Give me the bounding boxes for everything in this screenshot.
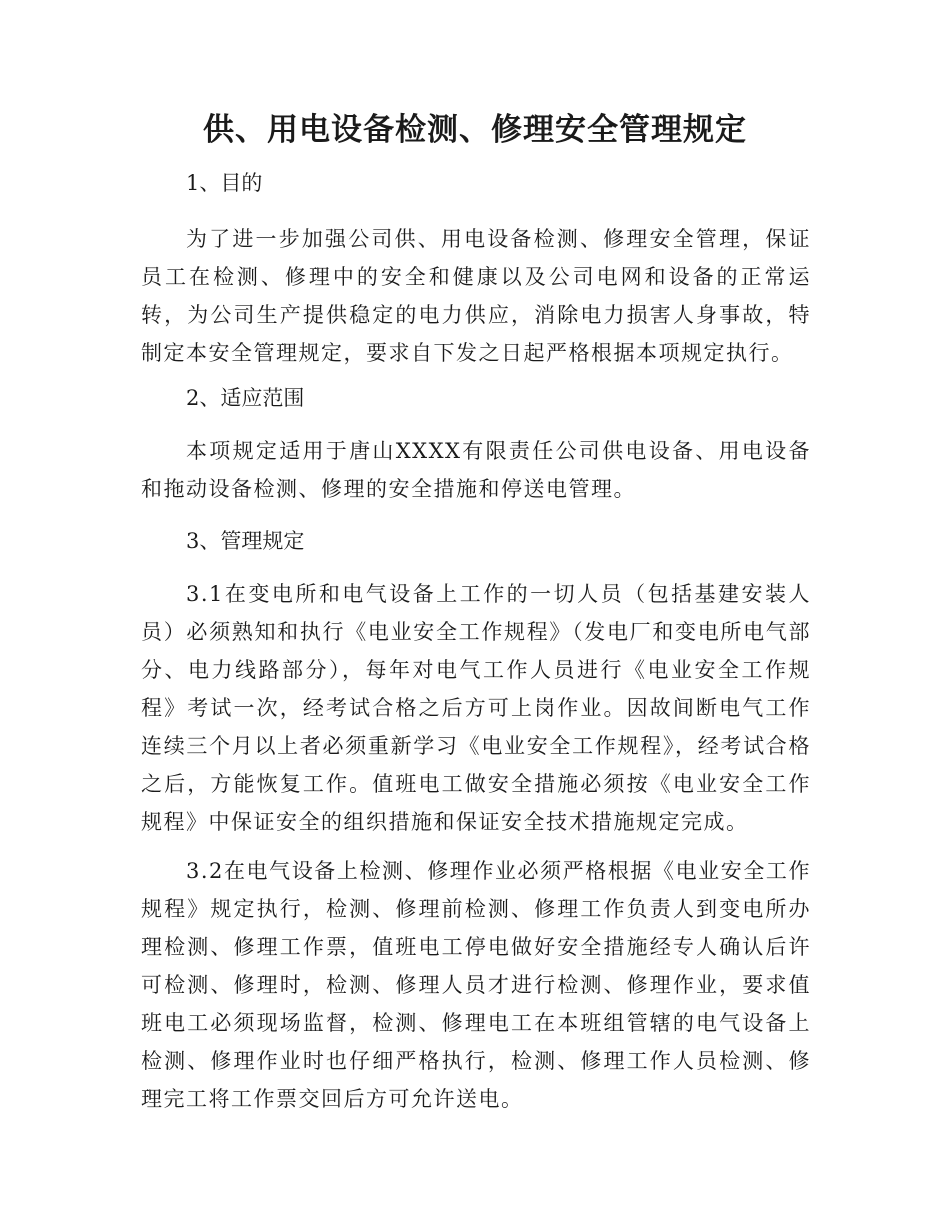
- section-heading-purpose: 1、目的: [186, 171, 263, 195]
- page-title: 供、用电设备检测、修理安全管理规定: [203, 112, 747, 148]
- paragraph-scope: 本项规定适用于唐山XXXX有限责任公司供电设备、用电设备和拖动设备检测、修理的安全措施和停送电管理。: [141, 439, 811, 501]
- paragraph-clause-3-2: 3.2在电气设备上检测、修理作业必须严格根据《电业安全工作规程》规定执行，检测、修理前检测、修理工作负责人到变电所办理检测、修理工作票，值班电工停电做好安全措施经专人确认后许可检测、修理时，检测、修理人员才进行检测、修理作业，要求值班电工必须现场监督，检测、修理电工在本班组管辖的电气设备上检测、修理作业时也仔细严格执行，检测、修理工作人员检测、修理完工将工作票交回后方可允许送电。: [141, 859, 811, 1111]
- section-heading-scope: 2、适应范围: [186, 386, 305, 410]
- section-heading-rules: 3、管理规定: [186, 529, 305, 553]
- paragraph-clause-3-1: 3.1在变电所和电气设备上工作的一切人员（包括基建安装人员）必须熟知和执行《电业安全工作规程》（发电厂和变电所电气部分、电力线路部分），每年对电气工作人员进行《电业安全工作规程》考试一次，经考试合格之后方可上岗作业。因故间断电气工作连续三个月以上者必须重新学习《电业安全工作规程》，经考试合格之后，方能恢复工作。值班电工做安全措施必须按《电业安全工作规程》中保证安全的组织措施和保证安全技术措施规定完成。: [141, 582, 811, 834]
- paragraph-purpose: 为了进一步加强公司供、用电设备检测、修理安全管理，保证员工在检测、修理中的安全和健康以及公司电网和设备的正常运转，为公司生产提供稳定的电力供应，消除电力损害人身事故，特制定本安全管理规定，要求自下发之日起严格根据本项规定执行。: [141, 227, 811, 365]
